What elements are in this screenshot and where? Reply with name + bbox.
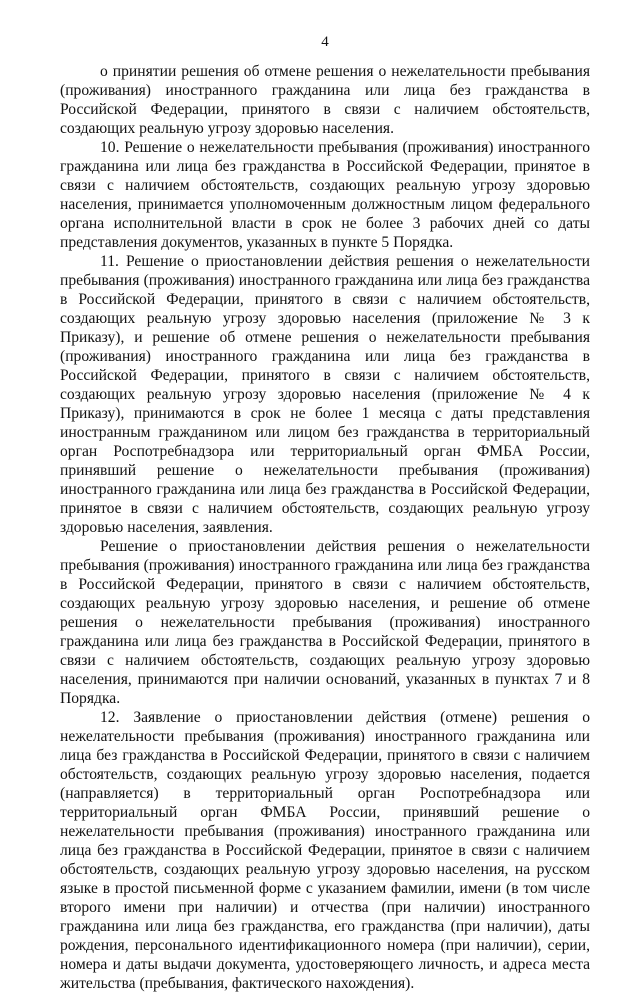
paragraph-item-11-continued: Решение о приостановлении действия решения о нежелательности пребывания (проживания) иностранного гражданина или лица без гражданства в Российской Федерации, принятого в связи с наличием обстоятельств, создающих реальную угрозу здоровью населения, и решение об отмене решения о нежелательности пребывания (проживания) иностранного гражданина или лица без гражданства в Российской Федерации, принятого в связи с наличием обстоятельств, создающих реальную угрозу здоровью населения, принимаются при наличии оснований, указанных в пунктах 7 и 8 Порядка. (60, 538, 590, 707)
paragraph-continuation: о принятии решения об отмене решения о нежелательности пребывания (проживания) иностранного гражданина или лица без гражданства в Российской Федерации, принятого в связи с наличием обстоятельств, создающих реальную угрозу здоровью населения. (60, 63, 590, 137)
page-number: 4 (321, 34, 329, 50)
document-body (60, 62, 590, 993)
paragraph-item-11: 11. Решение о приостановлении действия решения о нежелательности пребывания (проживания) иностранного гражданина или лица без гражданства в Российской Федерации, принятого в связи с наличием обстоятельств, создающих реальную угрозу здоровью населения (приложение № 3 к Приказу), и решение об отмене решения о нежелательности пребывания (проживания) иностранного гражданина или лица без гражданства в Российской Федерации, принятого в связи с наличием обстоятельств, создающих реальную угрозу здоровью населения (приложение № 4 к Приказу), принимаются в срок не более 1 месяца с даты представления иностранным гражданином или лицом без гражданства в территориальный орган Роспотребнадзора или территориальный орган ФМБА России, принявший решение о нежелательности пребывания (проживания) иностранного гражданина или лица без гражданства в Российской Федерации, принятое в связи с наличием обстоятельств, создающих реальную угрозу здоровью населения, заявления. (60, 253, 590, 536)
paragraph-item-12: 12. Заявление о приостановлении действия (отмене) решения о нежелательности пребывания (проживания) иностранного гражданина или лица без гражданства в Российской Федерации, принятого в связи с наличием обстоятельств, создающих реальную угрозу здоровью населения, подается (направляется) в территориальный орган Роспотребнадзора или территориальный орган ФМБА России, принявший решение о нежелательности пребывания (проживания) иностранного гражданина или лица без гражданства в Российской Федерации, принятое в связи с наличием обстоятельств, создающих реальную угрозу здоровью населения, на русском языке в простой письменной форме с указанием фамилии, имени (в том числе второго имени при наличии) и отчества (при наличии) иностранного гражданина или лица без гражданства, его гражданства (при наличии), даты рождения, персонального идентификационного номера (при наличии), серии, номера и даты выдачи документа, удостоверяющего личность, и адреса места жительства (пребывания, фактического нахождения). (60, 709, 590, 992)
paragraph-item-10: 10. Решение о нежелательности пребывания (проживания) иностранного гражданина или лица без гражданства в Российской Федерации, принятое в связи с наличием обстоятельств, создающих реальную угрозу здоровью населения, принимается уполномоченным должностным лицом федерального органа исполнительной власти в срок не более 3 рабочих дней со даты представления документов, указанных в пункте 5 Порядка. (60, 139, 590, 251)
